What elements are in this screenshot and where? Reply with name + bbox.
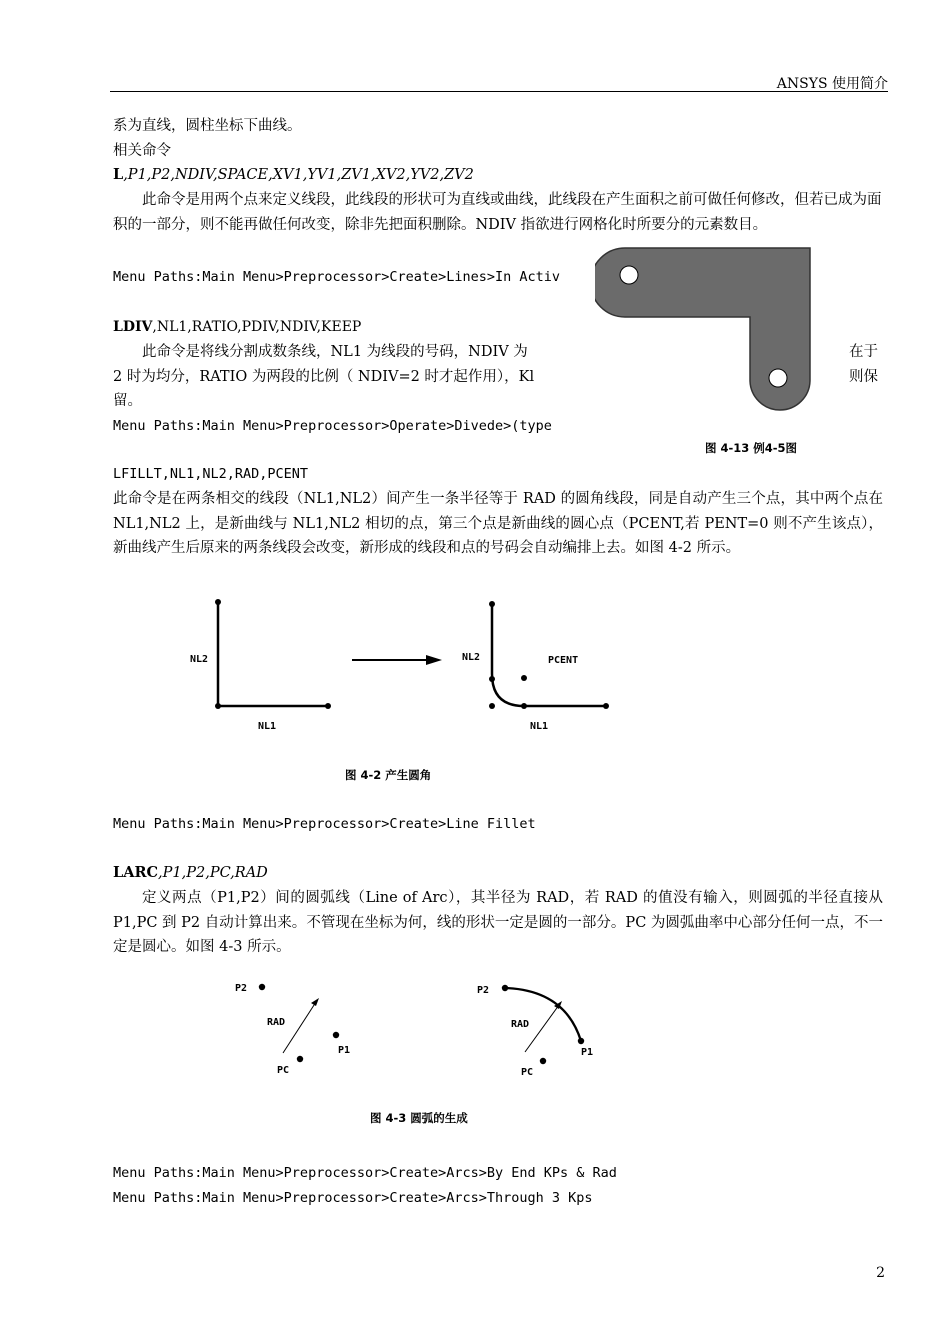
- keypoint-dot: [215, 703, 221, 709]
- keypoint-dot: [325, 703, 331, 709]
- command-l-menu-path: Menu Paths:Main Menu>Preprocessor>Create>Lines>In Activ: [113, 269, 561, 285]
- command-ldiv-args: ,NL1,RATIO,PDIV,NDIV,KEEP: [152, 319, 362, 335]
- command-lfillt: LFILLT,NL1,NL2,RAD,PCENT: [113, 466, 309, 482]
- figure-4-2-diagram: [180, 590, 630, 740]
- command-larc: [113, 861, 883, 886]
- label-pc: PC: [521, 1067, 534, 1078]
- command-l: [113, 163, 883, 188]
- point-pc: [297, 1056, 303, 1062]
- point-pc: [540, 1058, 546, 1064]
- keypoint-dot: [489, 676, 495, 682]
- label-p2: P2: [477, 985, 490, 996]
- command-larc-menu-path-2: Menu Paths:Main Menu>Preprocessor>Create>Arcs>Through 3 Kps: [113, 1190, 593, 1206]
- keypoint-dot: [521, 703, 527, 709]
- command-l-description: 此命令是用两个点来定义线段，此线段的形状可为直线或曲线，此线段在产生面积之前可做任何修改，但若已成为面积的一部分，则不能再做任何改变，除非先把面积删除。NDIV 指欲进行网格化时所要分的元素数目。: [113, 192, 882, 233]
- command-ldiv-description-1: 此命令是将线分割成数条线，NL1 为线段的号码，NDIV 为: [142, 344, 528, 360]
- label-pc: PC: [277, 1065, 290, 1076]
- command-ldiv-description-2-tail: 则保: [849, 369, 878, 385]
- command-ldiv: [113, 315, 883, 340]
- label-p1: P1: [338, 1045, 351, 1056]
- label-nl1: NL1: [530, 721, 549, 732]
- header-rule: [110, 91, 888, 92]
- keypoint-dot: [215, 599, 221, 605]
- bracket-hole-left: [620, 266, 638, 284]
- label-rad: RAD: [267, 1017, 286, 1028]
- command-ldiv-description-2: 2 时为均分，RATIO 为两段的比例（ NDIV=2 时才起作用），Kl: [113, 369, 535, 385]
- rad-arrow-icon: [311, 998, 319, 1006]
- command-lfillt-description: 此命令是在两条相交的线段（NL1,NL2）间产生一条半径等于 RAD 的圆角线段，同是自动产生三个点，其中两个点在 NL1,NL2 上，是新曲线与 NL1,NL2 相切的点，第三个点是新曲线的圆心点（PCENT,若 PENT=0 则不产生该点），新曲线产生后原来的两条线段会改变，新形成的线段和点的号码会自动编排上去。如图 4-2 所示。: [113, 491, 883, 556]
- label-p1: P1: [581, 1047, 594, 1058]
- page-header-title: ANSYS 使用简介: [776, 76, 888, 92]
- command-larc-name: LARC: [113, 864, 159, 881]
- command-larc-description: 定义两点（P1,P2）间的圆弧线（Line of Arc），其半径为 RAD，若 RAD 的值没有输入，则圆弧的半径直接从 P1,PC 到 P2 自动计算出来。不管现在坐标为何，线的形状一定是圆的一部分。PC 为圆弧曲率中心部分任何一点，不一定是圆心。如图 4-3 所示。: [113, 890, 883, 955]
- point-p1: [578, 1038, 584, 1044]
- point-p1: [333, 1032, 339, 1038]
- command-larc-menu-path-1: Menu Paths:Main Menu>Preprocessor>Create>Arcs>By End KPs & Rad: [113, 1165, 617, 1181]
- keypoint-dot: [489, 601, 495, 607]
- pcent-dot: [521, 675, 527, 681]
- figure-4-2-caption: 图 4-2 产生圆角: [345, 768, 432, 782]
- label-p2: P2: [235, 983, 248, 994]
- related-commands-heading: 相关命令: [113, 143, 171, 159]
- command-l-name: L: [113, 166, 124, 183]
- label-pcent: PCENT: [548, 655, 579, 666]
- command-lfillt-menu-path: Menu Paths:Main Menu>Preprocessor>Create>Line Fillet: [113, 816, 536, 832]
- keypoint-dot: [489, 703, 495, 709]
- bracket-hole-bottom: [769, 369, 787, 387]
- figure-4-3-caption: 图 4-3 圆弧的生成: [370, 1111, 468, 1125]
- page-number: 2: [876, 1265, 885, 1281]
- label-nl2: NL2: [190, 654, 209, 665]
- label-nl1: NL1: [258, 721, 277, 732]
- command-l-args: ,P1,P2,NDIV,SPACE,XV1,YV1,ZV1,XV2,YV2,ZV2: [123, 167, 474, 183]
- keypoint-dot: [603, 703, 609, 709]
- rad-vector: [283, 1002, 316, 1053]
- figure-4-3-diagram: [225, 975, 615, 1085]
- command-ldiv-description-3: 留。: [113, 393, 142, 409]
- command-ldiv-description-1-tail: 在于: [849, 344, 878, 360]
- label-rad: RAD: [511, 1019, 530, 1030]
- command-larc-args: ,P1,P2,PC,RAD: [158, 865, 268, 881]
- arc-line: [505, 988, 581, 1041]
- point-p2: [259, 984, 265, 990]
- command-ldiv-menu-path: Menu Paths:Main Menu>Preprocessor>Operate>Divede>(type: [113, 418, 552, 434]
- figure-4-13-caption: 图 4-13 例4-5图: [705, 441, 798, 455]
- rad-vector: [525, 1005, 559, 1052]
- label-nl2: NL2: [462, 652, 481, 663]
- arrow-head-icon: [426, 655, 442, 665]
- command-ldiv-name: LDIV: [113, 319, 153, 335]
- fillet-arc: [492, 674, 524, 706]
- paragraph-line: 系为直线，圆柱坐标下曲线。: [113, 118, 302, 134]
- point-p2: [502, 985, 508, 991]
